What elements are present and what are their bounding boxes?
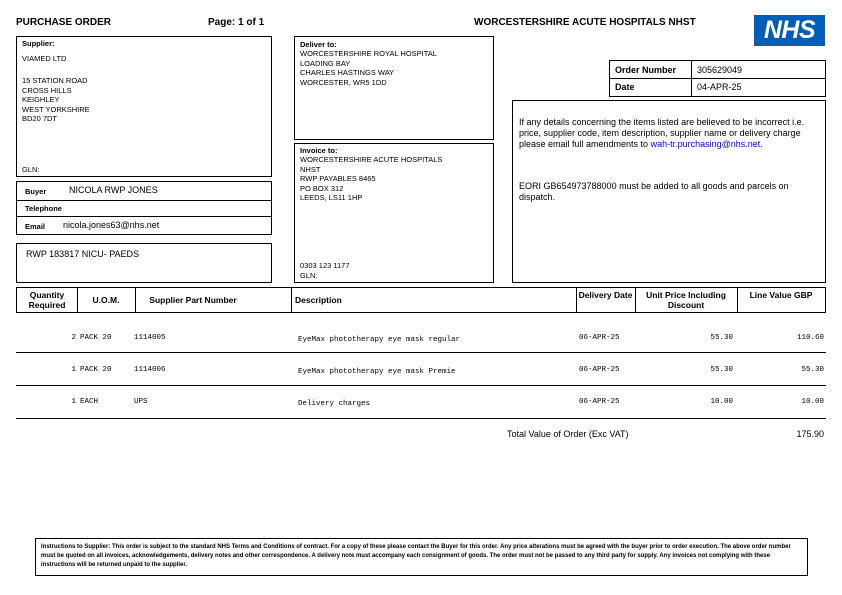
item-qty: 1 [71, 366, 76, 374]
supplier-notice-box [512, 100, 826, 283]
invoice-to-phone: 0303 123 1177 [300, 261, 350, 270]
notice-text-main: If any details concerning the items listed are believed to be incorrect i.e. price, supplier code, item description, supplier name or delivery charge please email full amendments to [519, 117, 805, 149]
buyer-label: Buyer [25, 187, 47, 196]
document-title: PURCHASE ORDER [16, 17, 112, 28]
col-unit-price: Unit Price Including Discount [646, 290, 726, 310]
invoice-to-gln-label: GLN: [300, 271, 318, 280]
col-quantity: Quantity Required [28, 290, 66, 310]
telephone-label: Telephone [25, 204, 62, 213]
deliver-to-label: Deliver to: [300, 40, 337, 49]
item-qty: 2 [71, 334, 76, 342]
order-info-box [609, 60, 826, 97]
item-part: 1114006 [134, 366, 166, 374]
organisation-name: WORCESTERSHIRE ACUTE HOSPITALS NHST [474, 17, 696, 28]
supplier-name: VIAMED LTD [22, 54, 67, 63]
page-info: Page: 1 of 1 [208, 17, 265, 28]
order-reference: RWP 183817 NICU- PAEDS [26, 249, 140, 259]
supplier-address: 15 STATION ROAD CROSS HILLS KEIGHLEY WEST YORKSHIRE BD20 7DT [22, 76, 90, 123]
order-number: 305629049 [697, 65, 743, 75]
item-line-value: 55.30 [801, 366, 824, 374]
supplier-instructions-box [35, 538, 808, 576]
notice-period: . [760, 139, 763, 149]
row-divider [16, 385, 826, 386]
item-uom: PACK 20 [80, 366, 112, 374]
supplier-label: Supplier: [22, 39, 55, 48]
buyer-contact-box [16, 181, 272, 235]
order-date: 04-APR-25 [697, 82, 742, 92]
supplier-instructions: Instructions to Supplier: This order is subject to the standard NHS Terms and Conditions of contract. For a copy of these please contact the Buyer for this order. Any price alterations must be agreed with the buyer prior to order execution. The above order number must be quoted on all invoices, acknowledgements, delivery notes and other correspondence. A delivery note must accompany each consignment of goods. The order must not be passed to any third party for supply. Any invoices not complying with these instructions will be returned unpaid to the supplier. [41, 544, 791, 568]
col-supplier-part: Supplier Part Number [149, 295, 237, 305]
item-uom: EACH [80, 398, 99, 406]
col-description: Description [295, 295, 342, 305]
col-line-value: Line Value GBP [749, 290, 813, 300]
email-label: Email [25, 222, 46, 231]
item-delivery-date: 06-APR-25 [579, 398, 620, 406]
notice-text [519, 117, 815, 150]
item-unit-price: 55.30 [710, 366, 733, 374]
order-date-label: Date [615, 82, 635, 92]
invoice-to-label: Invoice to: [300, 146, 338, 155]
item-uom: PACK 20 [80, 334, 112, 342]
item-delivery-date: 06-APR-25 [579, 334, 620, 342]
item-line-value: 110.60 [796, 334, 824, 342]
item-unit-price: 55.30 [710, 334, 733, 342]
row-divider [16, 352, 826, 353]
deliver-to-address: WORCESTERSHIRE ROYAL HOSPITAL LOADING BAY CHARLES HASTINGS WAY WORCESTER, WR5 1DD [300, 49, 437, 87]
invoice-to-address: WORCESTERSHIRE ACUTE HOSPITALS NHST RWP PAYABLES 8465 PO BOX 312 LEEDS, LS11 1HP [300, 155, 443, 202]
item-part: 1114005 [134, 334, 166, 342]
total-label: Total Value of Order (Exc VAT) [507, 429, 629, 439]
total-value: 175.90 [796, 429, 824, 439]
purchasing-email-link[interactable]: wah-tr.purchasing@nhs.net [650, 139, 761, 149]
item-description: EyeMax phototherapy eye mask regular [298, 336, 461, 344]
invoice-to-box [294, 143, 494, 283]
item-qty: 1 [71, 398, 76, 406]
supplier-box [16, 36, 272, 177]
supplier-gln-label: GLN: [22, 165, 40, 174]
items-table-header [16, 287, 826, 313]
buyer-email[interactable]: nicola.jones63@nhs.net [63, 220, 160, 230]
item-description: EyeMax phototherapy eye mask Premie [298, 368, 456, 376]
reference-box [16, 243, 272, 283]
nhs-logo: NHS [754, 15, 825, 46]
item-unit-price: 10.00 [710, 398, 733, 406]
col-uom: U.O.M. [92, 295, 120, 305]
item-description: Delivery charges [298, 400, 371, 408]
deliver-to-box [294, 36, 494, 140]
col-delivery-date: Delivery Date [578, 290, 633, 300]
order-number-label: Order Number [615, 65, 677, 75]
item-part: UPS [134, 398, 148, 406]
row-divider [16, 418, 826, 419]
item-delivery-date: 06-APR-25 [579, 366, 620, 374]
buyer-name: NICOLA RWP JONES [69, 185, 158, 195]
eori-notice: EORI GB654973788000 must be added to all goods and parcels on dispatch. [519, 181, 789, 202]
item-line-value: 10.00 [801, 398, 824, 406]
